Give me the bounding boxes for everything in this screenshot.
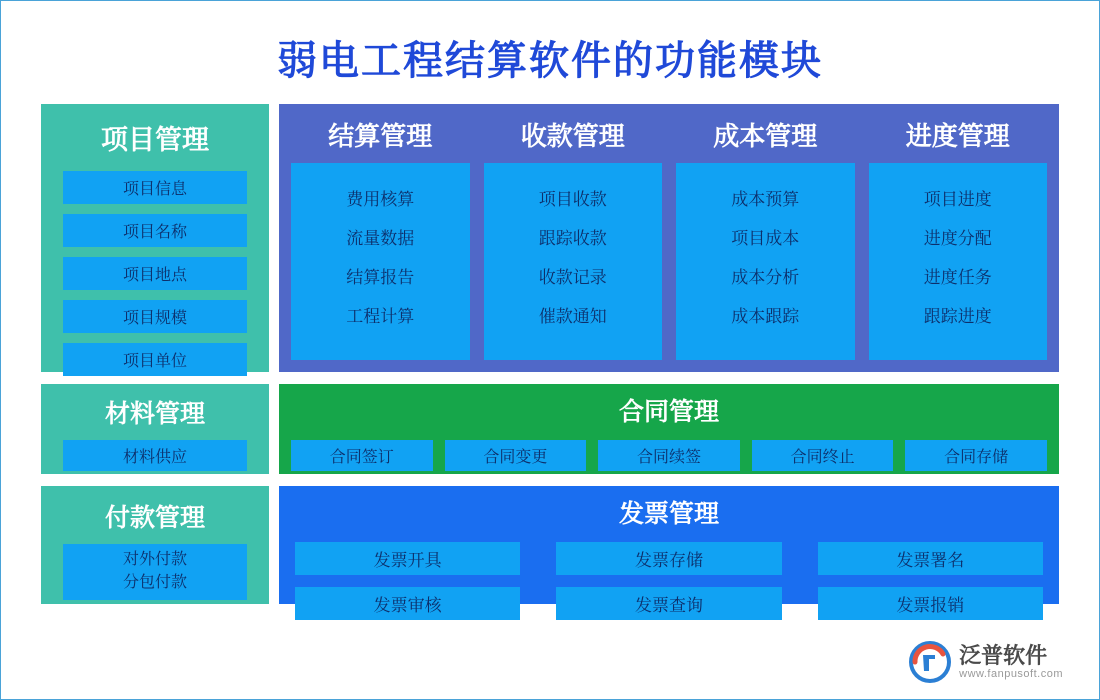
contract-item-list [279, 440, 1059, 471]
column-body-settlement [291, 163, 470, 360]
column-settlement [291, 110, 470, 360]
column-item[interactable]: 催款通知 [538, 307, 607, 326]
panel-title-cost: 成本管理 [713, 122, 818, 151]
invoice-item-grid [295, 542, 1043, 620]
panel-title-material: 材料管理 [104, 401, 205, 428]
panel-payment-management [41, 486, 269, 604]
column-item[interactable]: 跟踪进度 [923, 307, 992, 326]
panel-title-receipt: 收款管理 [520, 122, 625, 151]
project-item[interactable]: 项目名称 [63, 214, 247, 247]
row-bottom [41, 486, 1059, 615]
column-body-receipt [484, 163, 663, 360]
column-item[interactable]: 跟踪收款 [538, 229, 607, 248]
invoice-item[interactable]: 发票审核 [295, 587, 520, 620]
panel-invoice-management [279, 486, 1059, 615]
column-body-progress [869, 163, 1048, 360]
project-item[interactable]: 项目信息 [63, 171, 247, 204]
column-cost [676, 110, 855, 360]
panel-title-contract: 合同管理 [618, 399, 719, 426]
contract-item[interactable]: 合同存储 [905, 440, 1047, 471]
column-item[interactable]: 项目进度 [923, 190, 992, 209]
contract-item[interactable]: 合同变更 [445, 440, 587, 471]
panel-title-payment: 付款管理 [104, 505, 205, 532]
column-item[interactable]: 项目收款 [538, 190, 607, 209]
row-top [41, 104, 1059, 372]
column-item[interactable]: 成本分析 [731, 268, 800, 287]
payment-item[interactable]: 对外付款 [122, 551, 187, 568]
payment-item[interactable]: 分包付款 [122, 574, 187, 592]
page-title: 弱电工程结算软件的功能模块 [277, 38, 823, 83]
column-body-cost [676, 163, 855, 360]
invoice-item[interactable]: 发票查询 [556, 587, 781, 620]
invoice-item[interactable]: 发票存储 [556, 542, 781, 575]
panel-core-modules [279, 104, 1059, 372]
logo-url: www.fanpusoft.com [959, 668, 1063, 681]
material-item[interactable]: 材料供应 [63, 440, 247, 471]
column-item[interactable]: 费用核算 [346, 190, 415, 209]
panel-title-settlement: 结算管理 [328, 122, 433, 151]
invoice-item[interactable]: 发票开具 [295, 542, 520, 575]
column-item[interactable]: 成本跟踪 [731, 307, 800, 326]
project-item[interactable]: 项目单位 [63, 343, 247, 376]
column-item[interactable]: 项目成本 [731, 229, 800, 248]
row-middle [41, 384, 1059, 474]
panel-material-management [41, 384, 269, 474]
panel-title-project: 项目管理 [101, 125, 209, 155]
column-item[interactable]: 结算报告 [346, 268, 415, 287]
logo-company-name: 泛普软件 [959, 642, 1048, 668]
project-item[interactable]: 项目规模 [63, 300, 247, 333]
column-progress [869, 110, 1048, 360]
payment-item-list [63, 544, 247, 600]
panel-contract-management [279, 384, 1059, 474]
contract-item[interactable]: 合同终止 [752, 440, 894, 471]
column-item[interactable]: 工程计算 [346, 307, 415, 326]
panel-title-progress: 进度管理 [905, 122, 1010, 151]
column-receipt [484, 110, 663, 360]
logo-mark-icon [909, 641, 951, 683]
column-item[interactable]: 收款记录 [538, 268, 607, 287]
column-item[interactable]: 进度分配 [923, 229, 992, 248]
logo-text [959, 644, 1063, 680]
column-item[interactable]: 流量数据 [346, 229, 415, 248]
column-item[interactable]: 成本预算 [731, 190, 800, 209]
contract-item[interactable]: 合同签订 [291, 440, 433, 471]
panel-title-invoice: 发票管理 [618, 501, 719, 528]
invoice-item[interactable]: 发票报销 [818, 587, 1043, 620]
panel-project-management [41, 104, 269, 372]
contract-item[interactable]: 合同续签 [598, 440, 740, 471]
brand-logo [909, 641, 1063, 683]
project-item[interactable]: 项目地点 [63, 257, 247, 290]
invoice-item[interactable]: 发票署名 [818, 542, 1043, 575]
column-item[interactable]: 进度任务 [923, 268, 992, 287]
